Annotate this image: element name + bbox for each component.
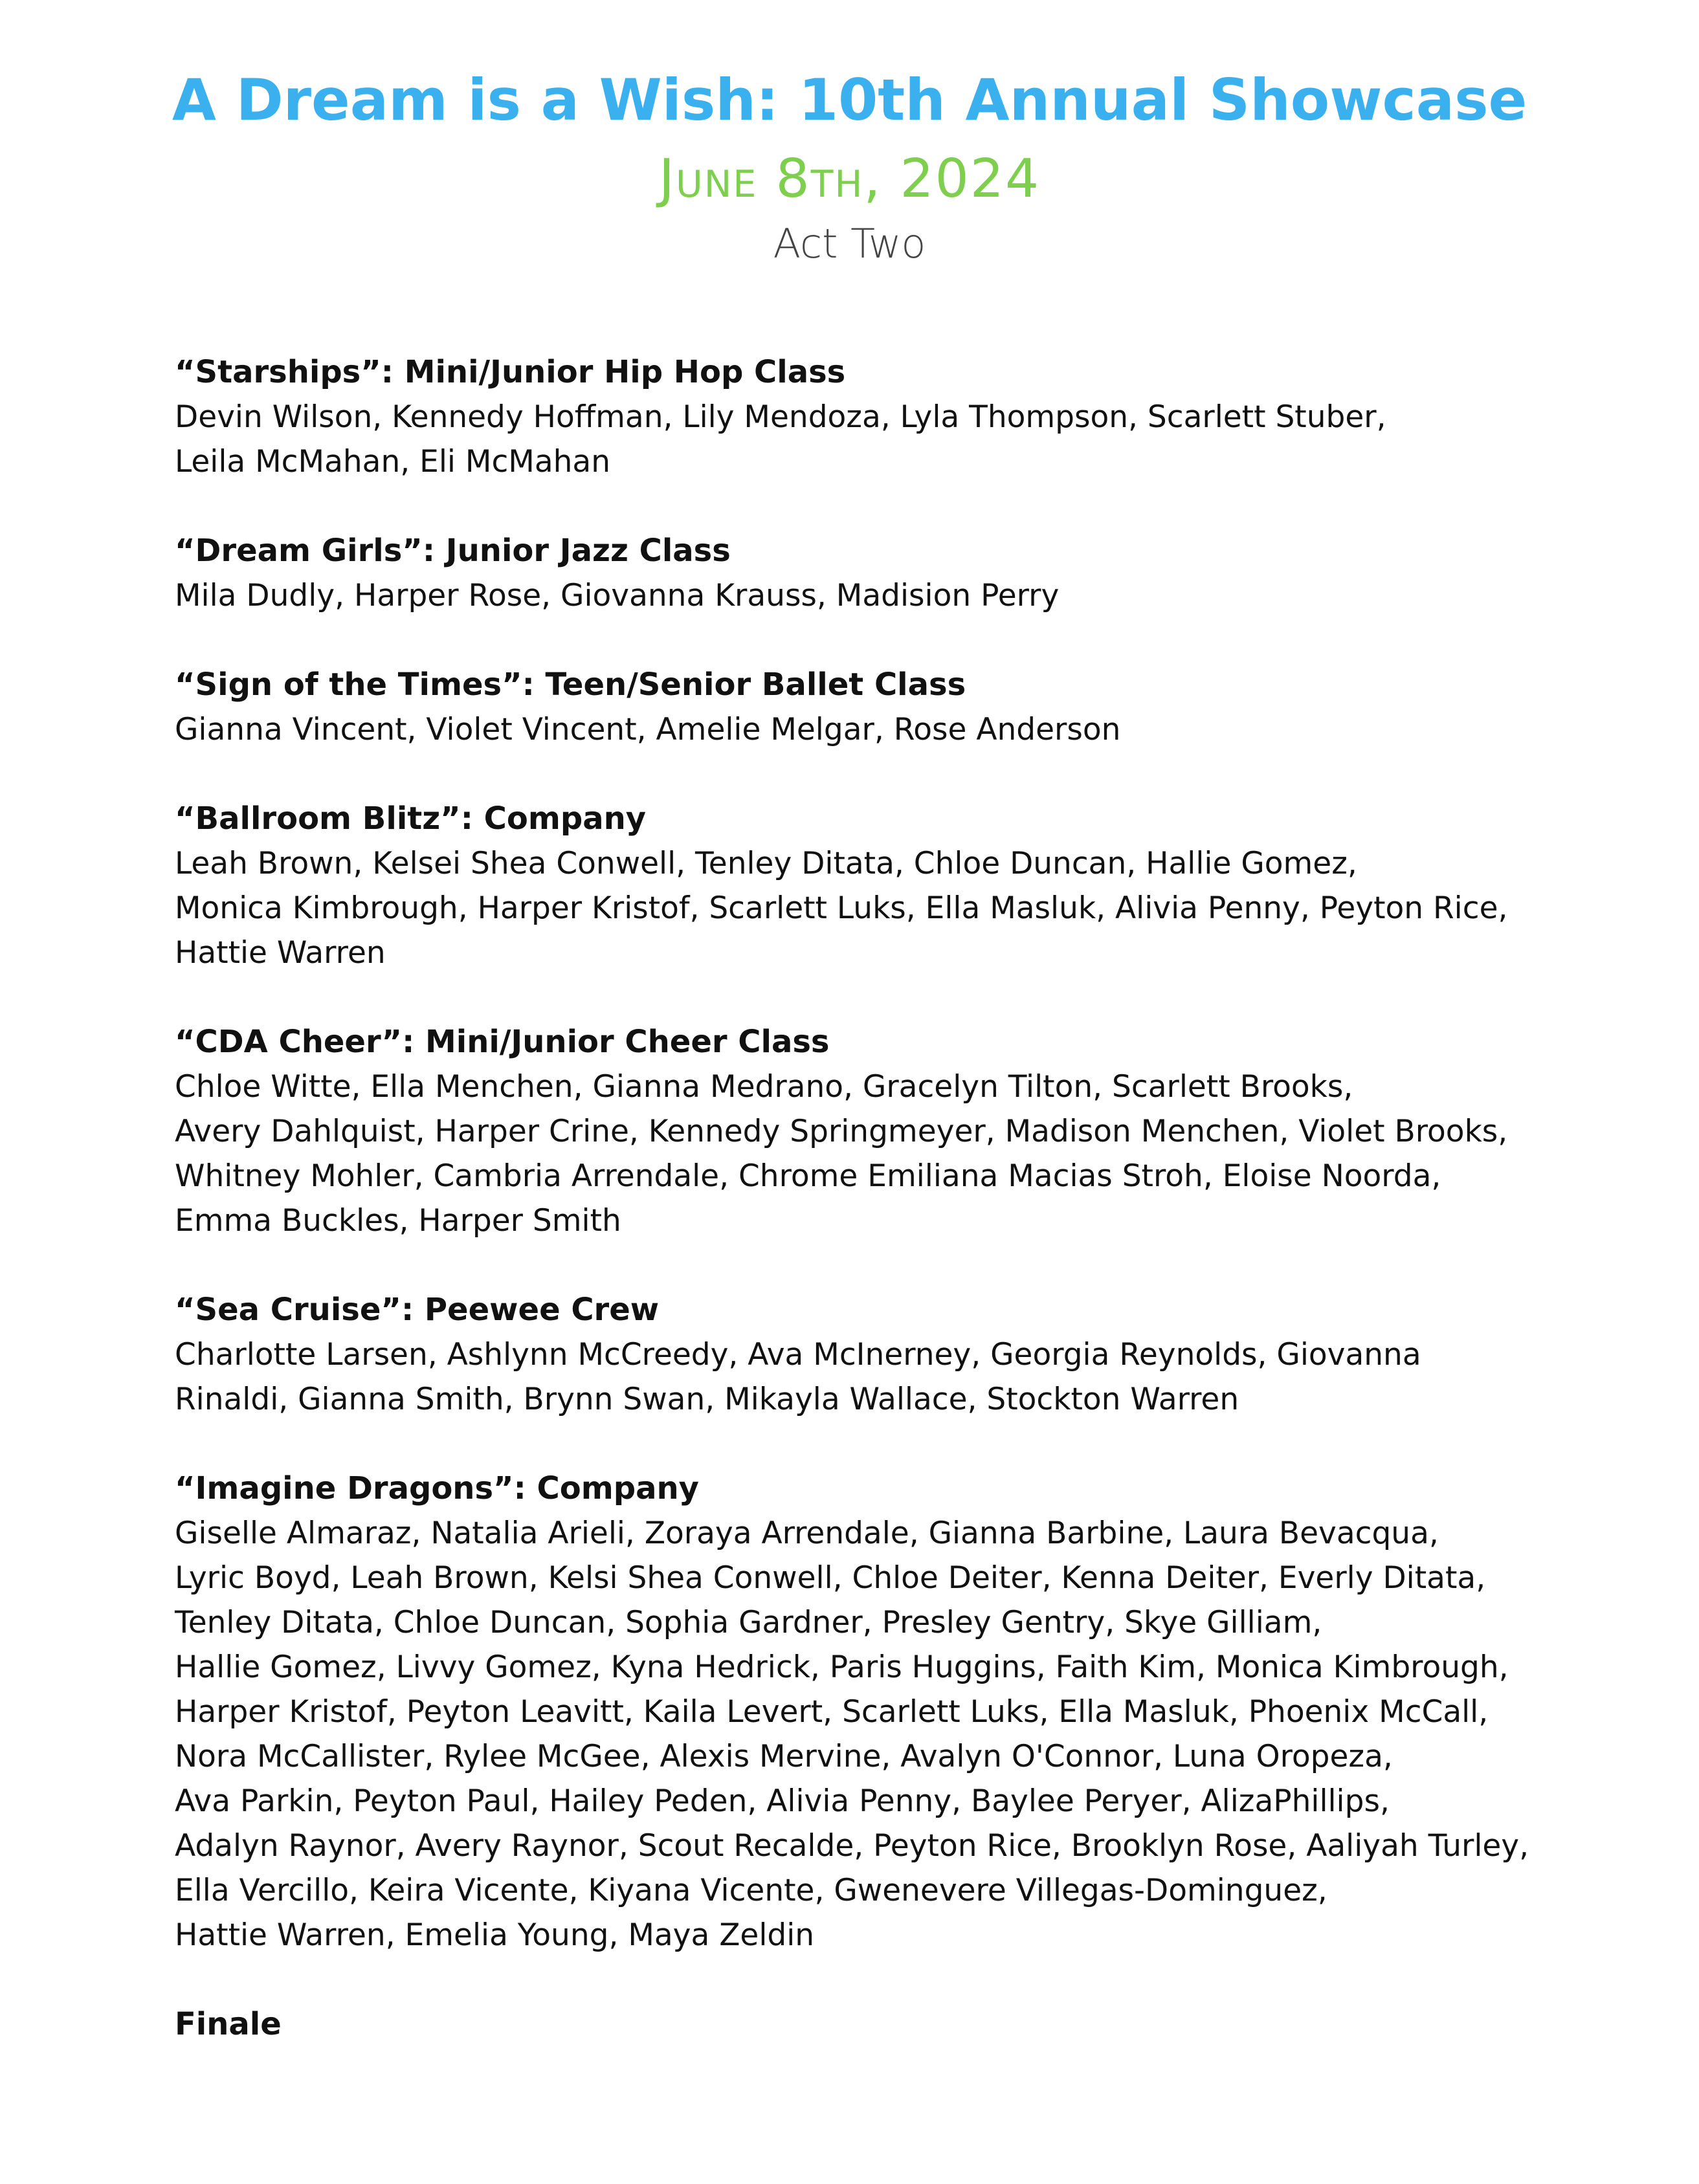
cast-line: Monica Kimbrough, Harper Kristof, Scarlett Luks, Ella Masluk, Alivia Penny, Peyton Rice, [175,890,1508,926]
cast-line: Mila Dudly, Harper Rose, Giovanna Krauss, Madision Perry [175,578,1060,613]
event-date: June 8th, 2024 [658,148,1041,210]
act-subtitle: Act Two [773,220,926,267]
cast-line: Harper Kristof, Peyton Leavitt, Kaila Levert, Scarlett Luks, Ella Masluk, Phoenix McCall, [175,1694,1489,1730]
program-item-title: “Imagine Dragons”: Company [175,1470,699,1506]
program-item-title: “CDA Cheer”: Mini/Junior Cheer Class [175,1024,830,1060]
cast-line: Charlotte Larsen, Ashlynn McCreedy, Ava McInerney, Georgia Reynolds, Giovanna [175,1337,1421,1373]
program-item-title: “Ballroom Blitz”: Company [175,800,647,837]
cast-line: Nora McCallister, Rylee McGee, Alexis Mervine, Avalyn O'Connor, Luna Oropeza, [175,1739,1393,1774]
cast-line: Giselle Almaraz, Natalia Arieli, Zoraya Arrendale, Gianna Barbine, Laura Bevacqua, [175,1516,1439,1551]
program-item-sign-of-the-times [175,662,1534,752]
cast-line: Leah Brown, Kelsei Shea Conwell, Tenley Ditata, Chloe Duncan, Hallie Gomez, [175,846,1357,881]
program-list [175,349,1534,2047]
cast-line: Rinaldi, Gianna Smith, Brynn Swan, Mikayla Wallace, Stockton Warren [175,1382,1239,1417]
cast-line: Hallie Gomez, Livvy Gomez, Kyna Hedrick, Paris Huggins, Faith Kim, Monica Kimbrough, [175,1649,1509,1685]
program-item-imagine-dragons [175,1466,1534,1958]
finale-heading: Finale [175,2006,282,2042]
cast-line: Ava Parkin, Peyton Paul, Hailey Peden, Alivia Penny, Baylee Peryer, AlizaPhillips, [175,1783,1390,1819]
program-item-title: “Starships”: Mini/Junior Hip Hop Class [175,354,846,390]
cast-line: Avery Dahlquist, Harper Crine, Kennedy Springmeyer, Madison Menchen, Violet Brooks, [175,1114,1508,1149]
cast-line: Leila McMahan, Eli McMahan [175,444,611,480]
program-item-cda-cheer [175,1019,1534,1243]
program-item-title: “Sea Cruise”: Peewee Crew [175,1292,660,1328]
program-item-dream-girls [175,528,1534,618]
page-title: A Dream is a Wish: 10th Annual Showcase [172,67,1527,133]
cast-line: Emma Buckles, Harper Smith [175,1203,621,1239]
cast-line: Hattie Warren, Emelia Young, Maya Zeldin [175,1917,815,1953]
cast-line: Devin Wilson, Kennedy Hoffman, Lily Mendoza, Lyla Thompson, Scarlett Stuber, [175,399,1386,435]
cast-line: Whitney Mohler, Cambria Arrendale, Chrome Emiliana Macias Stroh, Eloise Noorda, [175,1158,1441,1194]
program-item-sea-cruise [175,1287,1534,1422]
cast-line: Adalyn Raynor, Avery Raynor, Scout Recalde, Peyton Rice, Brooklyn Rose, Aaliyah Turley, [175,1828,1529,1864]
cast-line: Chloe Witte, Ella Menchen, Gianna Medrano, Gracelyn Tilton, Scarlett Brooks, [175,1069,1353,1105]
cast-line: Lyric Boyd, Leah Brown, Kelsi Shea Conwell, Chloe Deiter, Kenna Deiter, Everly Ditata, [175,1560,1486,1596]
cast-line: Gianna Vincent, Violet Vincent, Amelie Melgar, Rose Anderson [175,712,1121,747]
cast-line: Ella Vercillo, Keira Vicente, Kiyana Vicente, Gwenevere Villegas-Dominguez, [175,1873,1327,1908]
program-item-ballroom-blitz [175,796,1534,975]
program-item-title: “Dream Girls”: Junior Jazz Class [175,533,731,569]
program-item-starships [175,349,1534,484]
program-item-title: “Sign of the Times”: Teen/Senior Ballet Class [175,667,966,703]
cast-line: Hattie Warren [175,935,386,971]
cast-line: Tenley Ditata, Chloe Duncan, Sophia Gardner, Presley Gentry, Skye Gilliam, [175,1605,1322,1640]
